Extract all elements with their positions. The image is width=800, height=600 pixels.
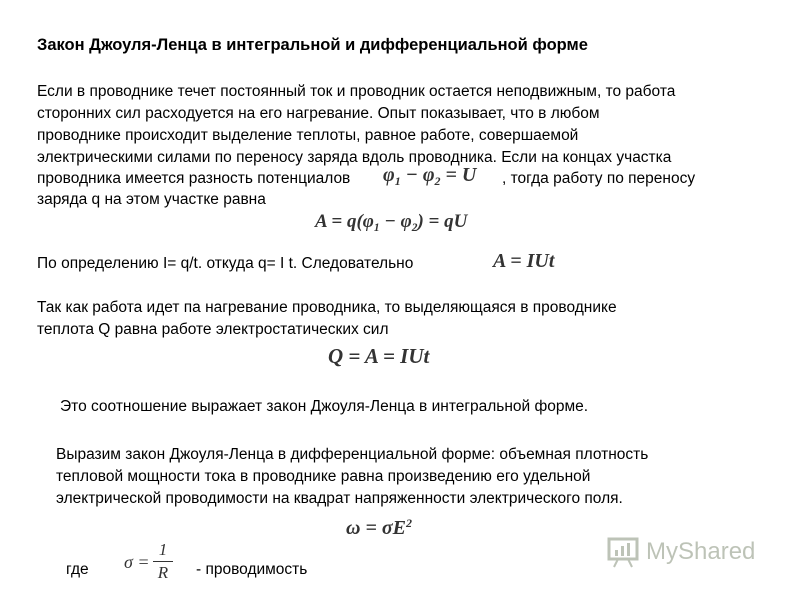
paragraph3-line1: Выразим закон Джоуля-Ленца в дифференциальной форме: объемная плотность [56, 446, 649, 463]
formula-work-sub1: 1 [373, 222, 380, 234]
formula-potential-phi2: φ [422, 164, 435, 186]
formula-sigma-denominator: R [157, 563, 169, 582]
paragraph3-line2: тепловой мощности тока в проводнике равна произведению его удельной [56, 468, 591, 485]
formula-a-iut: A = IUt [493, 250, 555, 272]
formula-potential-eq: = U [440, 164, 477, 186]
formula-work-rhs: ) = qU [417, 211, 468, 232]
integral-form-text: Это соотношение выражает закон Джоуля-Ленца в интегральной форме. [60, 398, 589, 415]
formula-work-lhs: A = q(φ [315, 211, 374, 232]
paragraph2-line2: теплота Q равна работе электростатических сил [37, 321, 389, 338]
paragraph1-line1: Если в проводнике течет постоянный ток и проводник остается неподвижным, то работа [37, 83, 676, 100]
sigma-description: - проводимость [196, 561, 308, 578]
formula-omega-exp: 2 [405, 516, 412, 530]
formula-sigma-fraction [152, 540, 174, 583]
formula-sigma-lhs: σ = [124, 552, 150, 572]
paragraph1-line3: проводнике происходит выделение теплоты, равное работе, совершаемой [37, 127, 579, 144]
paragraph1-line5-after: , тогда работу по переносу [502, 170, 696, 187]
formula-potential-difference [383, 164, 476, 187]
slide-title: Закон Джоуля-Ленца в интегральной и дифференциальной форме [37, 36, 588, 54]
paragraph1-line4: электрическими силами по переносу заряда вдоль проводника. Если на концах участка [37, 149, 672, 166]
watermark-logo [606, 536, 766, 576]
paragraph1-line2: сторонних сил расходуется на его нагревание. Опыт показывает, что в любом [37, 105, 600, 122]
paragraph1-line6: заряда q на этом участке равна [37, 191, 266, 208]
paragraph3-line3: электрической проводимости на квадрат напряженности электрического поля. [56, 490, 623, 507]
formula-potential-sub1: 1 [394, 174, 401, 188]
paragraph2-line1: Так как работа идет па нагревание проводника, то выделяющаяся в проводнике [37, 299, 617, 316]
chart-board-icon [606, 536, 642, 568]
fraction-bar [153, 561, 173, 562]
formula-potential-phi1: φ [383, 164, 395, 186]
formula-q-a-iut: Q = A = IUt [328, 344, 430, 368]
paragraph1-line5-before: проводника имеется разность потенциалов [37, 170, 351, 187]
formula-sigma-numerator: 1 [158, 540, 168, 559]
formula-omega-base: ω = σE [346, 517, 406, 539]
where-label: где [66, 561, 89, 578]
formula-work-minus: − φ [379, 211, 412, 232]
formula-omega [346, 517, 412, 540]
formula-potential-sub2: 2 [434, 174, 441, 188]
watermark-logo-text: MyShared [646, 538, 756, 565]
formula-work-sub2: 2 [411, 222, 418, 234]
formula-work [315, 211, 467, 233]
formula-potential-minus: − [400, 164, 423, 186]
definition-text: По определению I= q/t. откуда q= I t. Следовательно [37, 255, 414, 272]
